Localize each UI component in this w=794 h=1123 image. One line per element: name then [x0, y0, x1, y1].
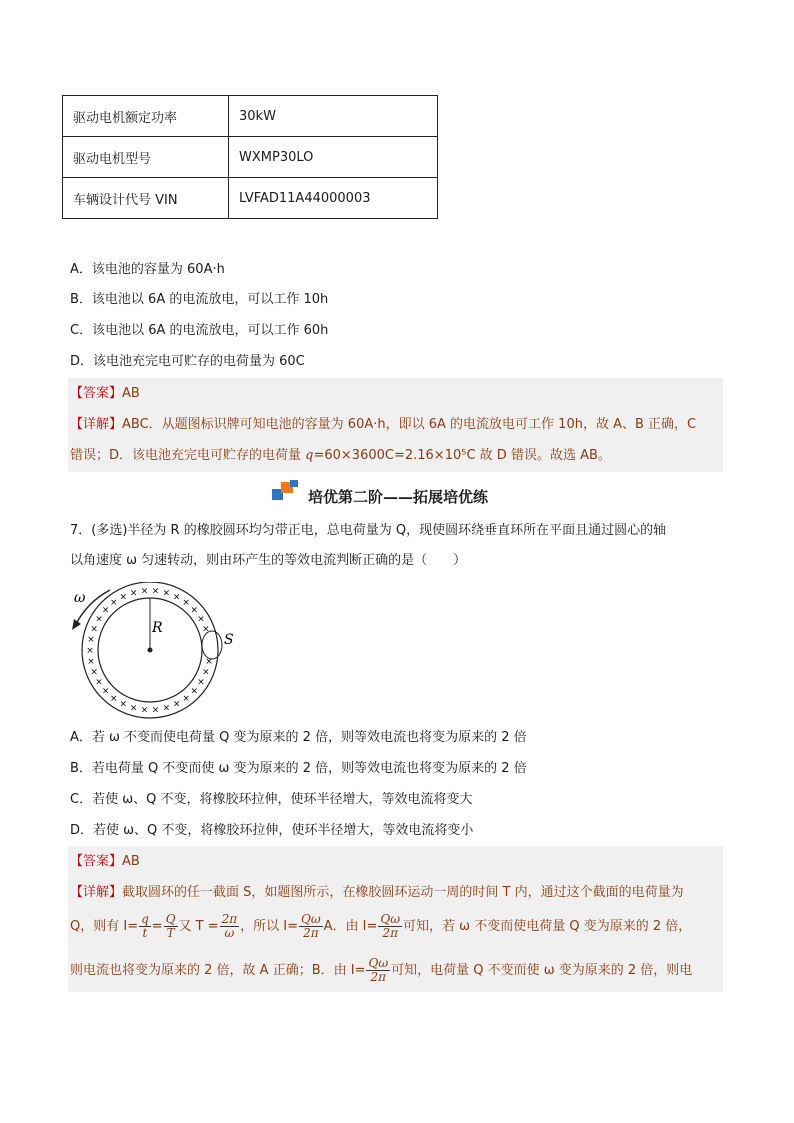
charge-cross: × — [202, 624, 210, 635]
q6-detail-line2 — [70, 447, 611, 465]
detail-text: 可知，若 ω 不变而使电荷量 Q 变为原来的 2 倍， — [403, 919, 692, 934]
detail-text: ，所以 I= — [240, 919, 299, 934]
charge-cross: × — [90, 667, 98, 678]
center-dot — [148, 648, 153, 653]
charge-cross: × — [182, 598, 190, 609]
charge-cross: × — [90, 624, 98, 635]
q7-option-b: B．若电荷量 Q 不变而使 ω 变为原来的 2 倍，则等效电流也将变为原来的 2 倍 — [70, 761, 527, 776]
detail-text: = — [151, 919, 163, 934]
detail-text: 又 T = — [178, 919, 219, 934]
fraction-Qomega-over-2pi: $\frac{Q\omega}{2\pi}$ — [380, 912, 401, 940]
fraction-Q-over-T: $\frac{Q}{T}$ — [165, 912, 176, 940]
charge-cross: × — [119, 699, 128, 710]
charge-cross: × — [87, 635, 95, 645]
radius-label: R — [152, 620, 163, 636]
answer-value: AB — [122, 854, 140, 869]
q7-stem-line1: 7．(多选)半径为 R 的橡胶圆环均匀带正电，总电荷量为 Q，现使圆环绕垂直环所在平面且通过圆心的轴 — [70, 523, 667, 538]
detail-tag: 【详解】 — [70, 417, 123, 432]
fraction-q-over-t: $\frac{q}{t}$ — [141, 912, 149, 940]
table-cell-value: LVFAD11A44000003 — [229, 178, 438, 219]
omega-label: ω — [74, 590, 86, 606]
table-cell-value: 30kW — [229, 96, 438, 137]
fraction-2pi-over-omega: $\frac{2\pi}{\omega}$ — [221, 912, 238, 940]
spec-table — [62, 95, 438, 219]
charge-cross: × — [197, 614, 205, 625]
table-row — [63, 137, 438, 178]
table-cell-key: 驱动电机额定功率 — [63, 96, 229, 137]
q7-option-d: D．若使 ω、Q 不变，将橡胶环拉伸，使环半径增大，等效电流将变小 — [70, 823, 474, 838]
q6-option-d: D．该电池充完电可贮存的电荷量为 60C — [70, 354, 305, 369]
charge-cross: × — [101, 686, 110, 697]
charge-cross: × — [190, 686, 199, 697]
charge-cross: × — [151, 586, 160, 597]
ring-figure — [68, 582, 238, 722]
charge-cross: × — [129, 588, 138, 599]
charge-cross: × — [202, 667, 210, 678]
section-ellipse — [202, 631, 222, 659]
q7-detail-line3 — [70, 954, 692, 988]
q7-option-a: A．若 ω 不变而使电荷量 Q 变为原来的 2 倍，则等效电流也将变为原来的 2 倍 — [70, 730, 527, 745]
charge-cross: × — [197, 677, 205, 688]
q6-option-b: B．该电池以 6A 的电流放电，可以工作 10h — [70, 292, 329, 307]
q7-stem-line2: 以角速度 ω 匀速转动，则由环产生的等效电流判断正确的是（ ） — [70, 553, 467, 568]
charge-cross: × — [110, 693, 118, 704]
detail-var: q — [305, 448, 314, 463]
table-cell-value: WXMP30LO — [229, 137, 438, 178]
charge-cross: × — [129, 703, 138, 714]
q6-option-a: A．该电池的容量为 60A·h — [70, 262, 225, 277]
answer-tag: 【答案】 — [70, 386, 123, 401]
section-title-icon — [272, 480, 302, 504]
charge-cross: × — [87, 657, 95, 667]
q7-option-c: C．若使 ω、Q 不变，将橡胶环拉伸，使环半径增大，等效电流将变大 — [70, 792, 473, 807]
detail-text: 错误；D．该电池充完电可贮存的电荷量 — [70, 448, 306, 463]
charge-cross: × — [205, 657, 213, 667]
detail-tag: 【详解】 — [70, 885, 123, 900]
charge-cross: × — [162, 588, 171, 599]
charge-cross: × — [172, 592, 181, 603]
table-row — [63, 96, 438, 137]
detail-text: A．由 I= — [323, 919, 378, 934]
fraction-Qomega-over-2pi: $\frac{Q\omega}{2\pi}$ — [368, 956, 389, 984]
charge-cross: × — [101, 605, 110, 616]
table-cell-key: 驱动电机型号 — [63, 137, 229, 178]
section-label: S — [224, 632, 234, 648]
charge-cross: × — [172, 699, 181, 710]
charge-cross: × — [140, 705, 149, 716]
q7-detail-line2 — [70, 910, 691, 944]
q7-detail-line1 — [70, 884, 684, 902]
table-row — [63, 178, 438, 219]
charge-cross: × — [95, 677, 103, 688]
detail-text: 截取圆环的任一截面 S，如题图所示，在橡胶圆环运动一周的时间 T 内，通过这个截面的电荷量为 — [122, 885, 684, 900]
detail-text: ABC．从题图标识牌可知电池的容量为 60A·h，即以 6A 的电流放电可工作 10h，故 A、B 正确，C — [122, 417, 697, 432]
answer-tag: 【答案】 — [70, 854, 123, 869]
rotation-arrowhead — [72, 619, 81, 630]
detail-text: =60×3600C=2.16×10⁵C 故 D 错误。故选 AB。 — [313, 448, 611, 463]
charge-cross: × — [151, 705, 160, 716]
charge-cross: × — [182, 693, 190, 704]
charge-cross: × — [190, 605, 199, 616]
detail-text: 可知，电荷量 Q 不变而使 ω 变为原来的 2 倍，则电 — [391, 963, 693, 978]
detail-text: Q，则有 I= — [70, 919, 139, 934]
charge-cross: × — [119, 592, 128, 603]
q7-answer — [70, 853, 140, 871]
q6-option-c: C．该电池以 6A 的电流放电，可以工作 60h — [70, 323, 329, 338]
table-cell-key: 车辆设计代号 VIN — [63, 178, 229, 219]
q6-detail-line1 — [70, 416, 696, 434]
charge-cross: × — [162, 703, 171, 714]
answer-value: AB — [122, 386, 140, 401]
charge-cross: × — [86, 646, 94, 656]
section-title: 培优第二阶——拓展培优练 — [308, 488, 489, 506]
q6-answer — [70, 385, 140, 403]
charge-cross: × — [95, 614, 103, 625]
charge-cross: × — [110, 598, 118, 609]
detail-text: 则电流也将变为原来的 2 倍，故 A 正确；B．由 I= — [70, 963, 366, 978]
charge-cross: × — [140, 586, 149, 597]
fraction-Qomega-over-2pi: $\frac{Q\omega}{2\pi}$ — [301, 912, 321, 940]
